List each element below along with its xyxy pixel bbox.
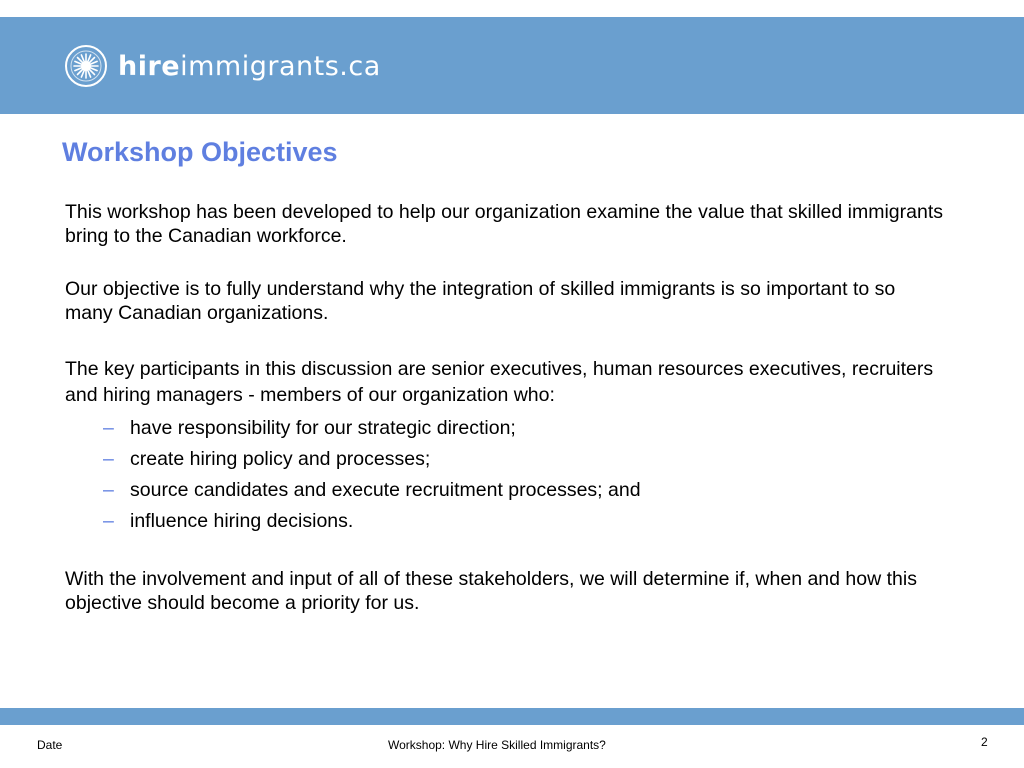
paragraph-objective: Our objective is to fully understand why the integration of skilled immigrants is so important to so many Canadian organizations. — [65, 278, 896, 324]
list-item-text: source candidates and execute recruitment processes; and — [130, 479, 641, 501]
participant-bullet-list — [65, 413, 945, 537]
dash-marker: – — [103, 510, 114, 532]
starburst-circle-icon — [64, 44, 108, 88]
page-number: 2 — [981, 735, 988, 749]
slide-title: Workshop Objectives — [62, 137, 338, 167]
paragraph-intro: This workshop has been developed to help our organization examine the value that skilled immigrants bring to the Canadian workforce. — [65, 201, 944, 247]
logo — [64, 44, 381, 88]
dash-marker: – — [103, 479, 114, 501]
list-item-text: create hiring policy and processes; — [130, 448, 431, 470]
logo-wordmark — [118, 50, 381, 82]
list-item-text: influence hiring decisions. — [130, 510, 354, 532]
list-item — [103, 506, 945, 537]
footer-title: Workshop: Why Hire Skilled Immigrants? — [388, 738, 606, 752]
list-item — [103, 444, 945, 475]
logo-wordmark-rest: immigrants.ca — [180, 50, 381, 82]
list-item — [103, 413, 945, 444]
dash-marker: – — [103, 448, 114, 470]
list-item-text: have responsibility for our strategic direction; — [130, 417, 516, 439]
list-item — [103, 475, 945, 506]
logo-wordmark-bold: hire — [118, 50, 181, 82]
slide-body — [65, 200, 945, 615]
paragraph-participants: The key participants in this discussion are senior executives, human resources executives, recruiters and hiring managers - members of our organization who: — [65, 358, 934, 406]
paragraph-closing: With the involvement and input of all of these stakeholders, we will determine if, when and how this objective should become a priority for us. — [65, 568, 917, 614]
dash-marker: – — [103, 417, 114, 439]
footer-date: Date — [37, 738, 63, 752]
footer-band — [0, 708, 1024, 725]
header-band — [0, 17, 1024, 114]
